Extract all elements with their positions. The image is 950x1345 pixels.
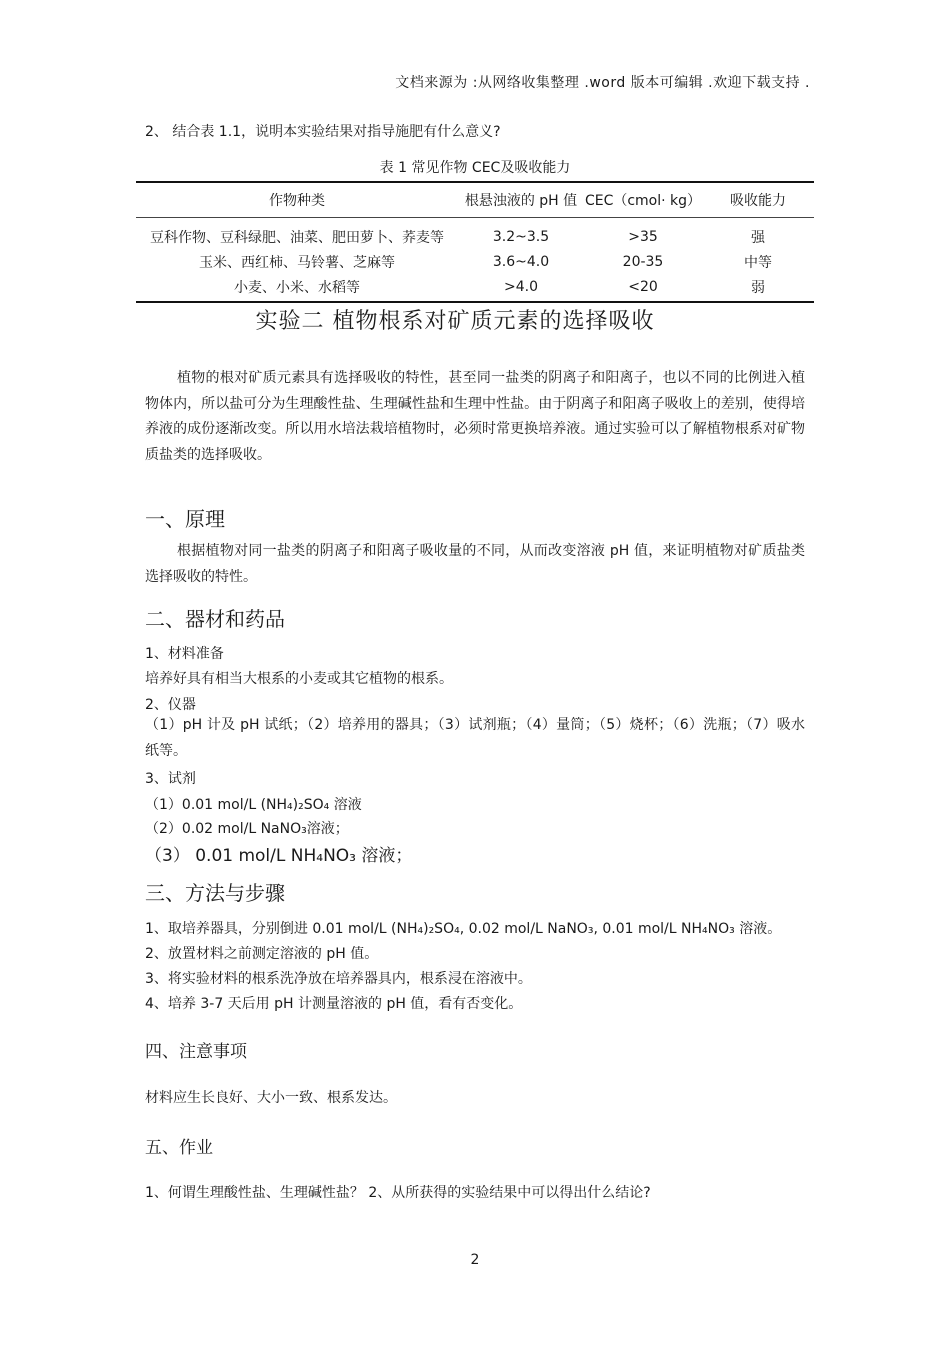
table-cell: >35 xyxy=(628,228,658,245)
method-step: 4、培养 3-7 天后用 pH 计测量溶液的 pH 值，看有否变化。 xyxy=(145,996,523,1012)
materials-sub1-text: 培养好具有相当大根系的小麦或其它植物的根系。 xyxy=(145,671,453,687)
intro-paragraph: 植物的根对矿质元素具有选择吸收的特性，甚至同一盐类的阴离子和阳离子，也以不同的比例进入植物体内，所以盐可分为生理酸性盐、生理碱性盐和生理中性盐。由于阴离子和阳离子吸收上的差别，使得培养液的成份逐渐改变。所以用水培法栽培植物时，必须时常更换培养液。通过实验可以了解植物根系对矿物质盐类的选择吸收。 xyxy=(145,370,805,463)
table-cell: <20 xyxy=(628,278,658,295)
method-step: 3、将实验材料的根系洗净放在培养器具内，根系浸在溶液中。 xyxy=(145,971,532,987)
experiment-title: 实验二 植物根系对矿质元素的选择吸收 xyxy=(255,309,655,334)
table-cell: 20-35 xyxy=(622,253,664,270)
principle-text: 根据植物对同一盐类的阴离子和阳离子吸收量的不同，从而改变溶液 pH 值，来证明植物对矿质盐类选择吸收的特性。 xyxy=(145,543,805,585)
table-cell: 强 xyxy=(751,229,765,246)
principle-heading: 一、原理 xyxy=(145,507,225,531)
header-root-ph: 根悬浊液的 pH 值 xyxy=(458,182,584,218)
table-cell: >4.0 xyxy=(504,278,538,295)
methods-heading: 三、方法与步骤 xyxy=(145,881,285,905)
method-step: 1、取培养器具，分别倒进 0.01 mol/L (NH₄)₂SO₄, 0.02 mol/L NaNO₃, 0.01 mol/L NH₄NO₃ 溶液。 xyxy=(145,921,782,937)
homework-text: 1、何谓生理酸性盐、生理碱性盐？ 2、从所获得的实验结果中可以得出什么结论? xyxy=(145,1185,651,1201)
reagent-2: （2）0.02 mol/L NaNO₃溶液； xyxy=(145,821,349,837)
header-cec: CEC（cmol· kg） xyxy=(584,182,702,218)
table-cell: 玉米、西红柿、马铃薯、芝麻等 xyxy=(199,254,395,271)
table-cell: 3.6~4.0 xyxy=(492,253,550,270)
table-row xyxy=(136,218,814,250)
reagent-1: （1）0.01 mol/L (NH₄)₂SO₄ 溶液 xyxy=(145,797,362,813)
table-caption: 表 1 常见作物 CEC及吸收能力 xyxy=(379,160,571,176)
cec-table xyxy=(136,181,814,303)
reagent-3: （3） 0.01 mol/L NH₄NO₃ 溶液； xyxy=(145,846,413,866)
materials-sub1: 1、材料准备 xyxy=(145,646,224,662)
source-header-note: 文档来源为 :从网络收集整理 .word 版本可编辑 .欢迎下载支持 . xyxy=(395,75,810,91)
table-cell: 小麦、小米、水稻等 xyxy=(234,279,360,296)
question-2: 2、 结合表 1.1，说明本实验结果对指导施肥有什么意义? xyxy=(145,124,501,140)
notes-heading: 四、注意事项 xyxy=(145,1042,247,1062)
materials-sub3: 3、试剂 xyxy=(145,771,196,787)
header-absorption: 吸收能力 xyxy=(702,182,814,218)
materials-sub2-text: （1）pH 计及 pH 试纸；（2）培养用的器具；（3）试剂瓶；（4）量筒；（5）烧杯；（6）洗瓶；（7）吸水纸等。 xyxy=(145,717,805,759)
table-row xyxy=(136,249,814,274)
homework-heading: 五、作业 xyxy=(145,1138,213,1158)
table-cell: 豆科作物、豆科绿肥、油菜、肥田萝卜、荞麦等 xyxy=(150,229,444,246)
table-header-row xyxy=(136,182,814,218)
header-crop-type: 作物种类 xyxy=(136,182,458,218)
table-cell: 弱 xyxy=(751,279,765,296)
table-cell: 中等 xyxy=(744,254,772,271)
table-cell: 3.2~3.5 xyxy=(492,228,550,245)
page-number: 2 xyxy=(470,1252,480,1268)
materials-sub2: 2、仪器 xyxy=(145,697,196,713)
method-step: 2、放置材料之前测定溶液的 pH 值。 xyxy=(145,946,379,962)
notes-text: 材料应生长良好、大小一致、根系发达。 xyxy=(145,1090,397,1106)
materials-heading: 二、器材和药品 xyxy=(145,607,285,631)
table-row xyxy=(136,274,814,302)
